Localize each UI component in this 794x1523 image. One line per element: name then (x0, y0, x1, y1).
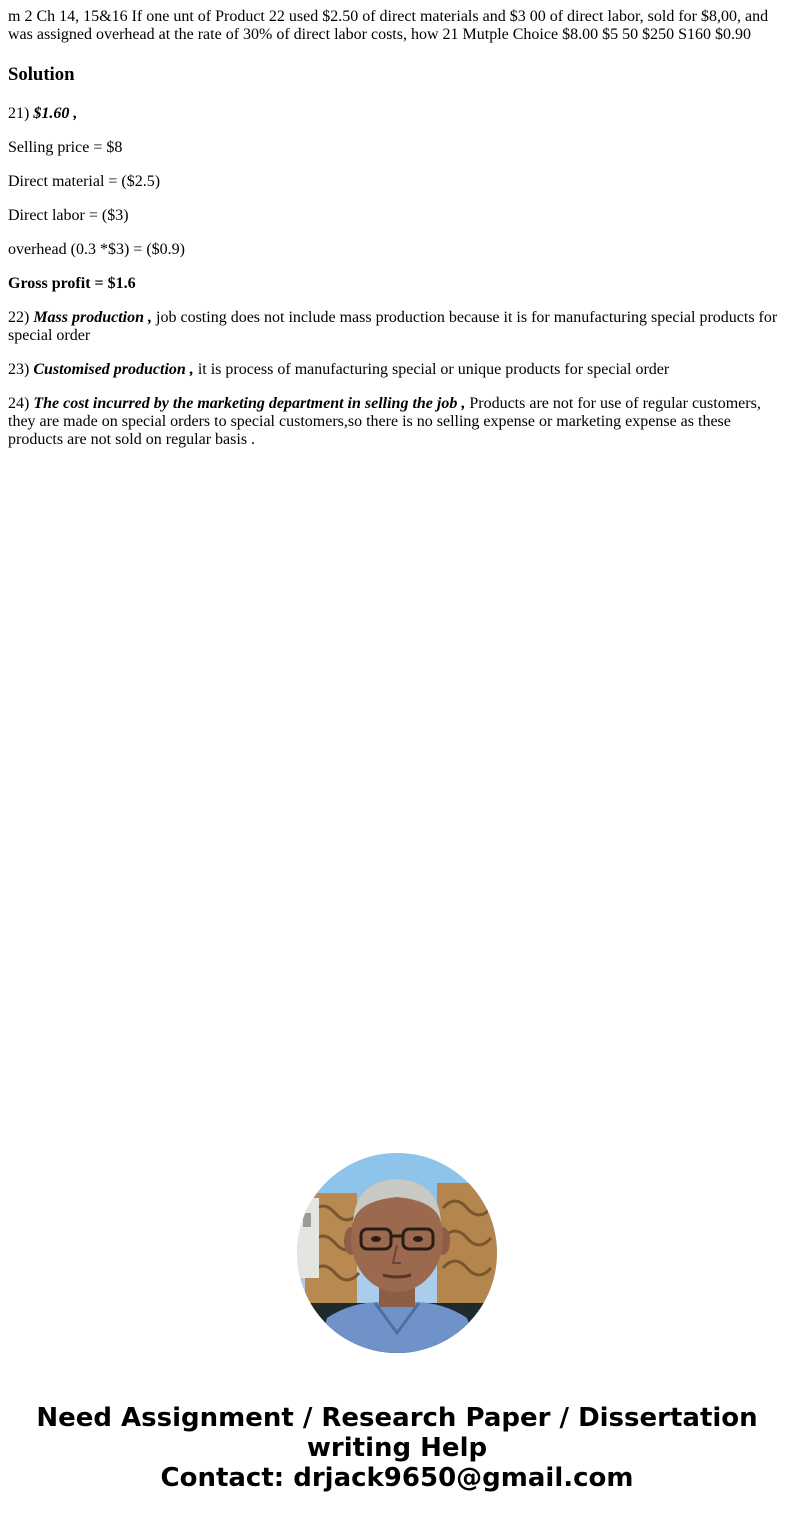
overhead-line: overhead (0.3 *$3) = ($0.9) (8, 241, 185, 258)
selling-price-line: Selling price = $8 (8, 139, 123, 156)
answer-24 (8, 395, 786, 449)
answer-23-explanation: it is process of manufacturing special or unique products for special order (193, 361, 670, 378)
avatar-portrait (297, 1153, 497, 1353)
answer-24-value: The cost incurred by the marketing department in selling the job , (33, 395, 466, 412)
direct-labor-line: Direct labor = ($3) (8, 207, 129, 224)
answer-23-number: 23) (8, 361, 34, 378)
answer-24-explanation: Products are not for use of regular customers, they are made on special orders to special customers,so there is no selling expense or marketing expense as these products are not sold on regular basis . (8, 395, 761, 448)
solution-heading: Solution (8, 64, 75, 85)
answer-23 (8, 361, 786, 379)
answer-22-number: 22) (8, 309, 34, 326)
answer-22-value: Mass production , (33, 309, 153, 326)
avatar (297, 1153, 497, 1353)
promo-line-1: Need Assignment / Research Paper / Dissertation (36, 1403, 758, 1433)
answer-23-value: Customised production , (33, 361, 194, 378)
document-content (8, 8, 786, 449)
answer-22 (8, 309, 786, 345)
answer-21-value: $1.60 , (33, 105, 78, 122)
answer-22-explanation: job costing does not include mass production because it is for manufacturing special products for special order (8, 309, 778, 344)
answer-21-number: 21) (8, 105, 34, 122)
answer-21 (8, 105, 786, 123)
gross-profit-line: Gross profit = $1.6 (8, 275, 136, 292)
promo-line-2: writing Help (306, 1433, 488, 1463)
direct-material-line: Direct material = ($2.5) (8, 173, 161, 190)
answer-24-number: 24) (8, 395, 34, 412)
promo-banner (0, 1403, 794, 1493)
promo-contact: Contact: drjack9650@gmail.com (160, 1463, 634, 1493)
question-text: m 2 Ch 14, 15&16 If one unt of Product 22 used $2.50 of direct materials and $3 00 of direct labor, sold for $8,00, and was assigned overhead at the rate of 30% of direct labor costs, how 21 Mutple Choice $8.00 $5 50 $250 S160 $0.90 (8, 8, 769, 43)
